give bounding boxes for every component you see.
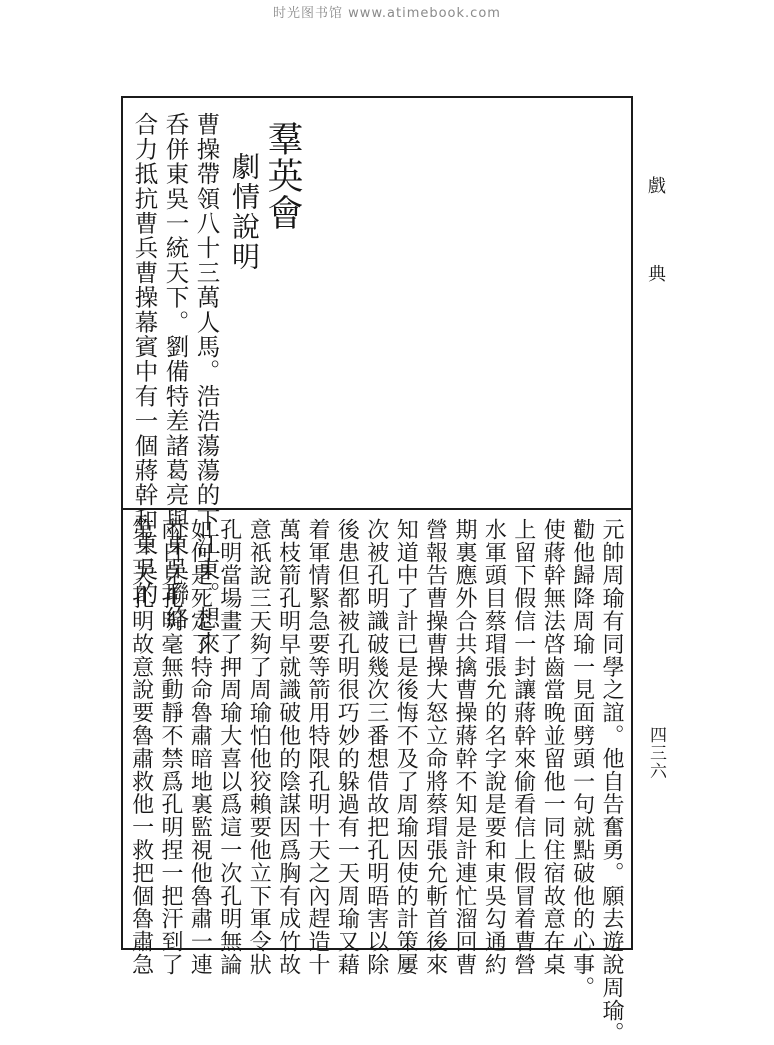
- text-column: 第三天孔明故意說要魯肅救他一救把個魯肅急: [128, 518, 154, 976]
- text-column: 如何是死定了特命魯肅暗地裏監視他魯肅一連: [187, 518, 213, 976]
- text-column: 曹操帶領八十三萬人馬。浩浩蕩蕩的下江東。想來: [192, 112, 221, 656]
- text-column: 後患但都被孔明很巧妙的躲過有一天周瑜又藉: [334, 518, 360, 976]
- text-column: 水軍頭目蔡瑁張允的名字說是要和東吳勾通約: [481, 518, 507, 976]
- text-column: 意祇說三天夠了周瑜怕他狡賴要他立下軍令狀: [246, 518, 272, 976]
- text-column: 兩日見孔明毫無動靜不禁爲孔明捏一把汗到了: [158, 518, 183, 976]
- page-number: 四三六: [646, 726, 666, 780]
- text-column: 勸他歸降周瑜一見面劈頭一句就點破他的心事。: [569, 518, 595, 999]
- running-title-2: 典: [645, 264, 666, 282]
- watermark: 时光图书馆 www.atimebook.com: [273, 6, 501, 21]
- text-column: 上留下假信一封讓蔣幹來偷看信上假冒着曹營: [510, 518, 536, 976]
- text-column: 呑併東吳一統天下。劉備特差諸葛亮與東吳聯絡: [161, 112, 190, 631]
- text-column: 元帥周瑜有同學之誼。他自告奮勇。願去遊說周瑜。: [599, 518, 624, 1045]
- text-column: 着軍情緊急要等箭用特限孔明十天之內趕造十: [305, 518, 330, 976]
- text-column: 孔明當場畫了押周瑜大喜以爲這一次孔明無論: [216, 518, 242, 976]
- text-column: 使蔣幹無法啓齒當晚並留他一同住宿故意在桌: [540, 518, 566, 976]
- text-column: 次被孔明識破幾次三番想借故把孔明晤害以除: [363, 518, 389, 976]
- text-column: 營報告曹操曹操大怒立命將蔡瑁張允斬首後來: [422, 518, 448, 976]
- upper-text-block: [128, 112, 224, 656]
- lower-text-block: [128, 518, 628, 1045]
- text-column: 知道中了計已是後悔不及了周瑜因使的計策屢: [393, 518, 419, 976]
- section-title: 羣英會: [262, 120, 303, 231]
- text-column: 合力抵抗曹兵曹操幕賓中有一個蔣幹和東吳的: [130, 112, 159, 606]
- running-title-1: 戲: [645, 176, 666, 194]
- text-column: 期裏應外合共擒曹操蔣幹不知是計連忙溜回曹: [452, 518, 477, 976]
- section-subtitle: 劇情說明: [228, 152, 261, 272]
- text-column: 萬枝箭孔明早就識破他的陰謀因爲胸有成竹故: [275, 518, 301, 976]
